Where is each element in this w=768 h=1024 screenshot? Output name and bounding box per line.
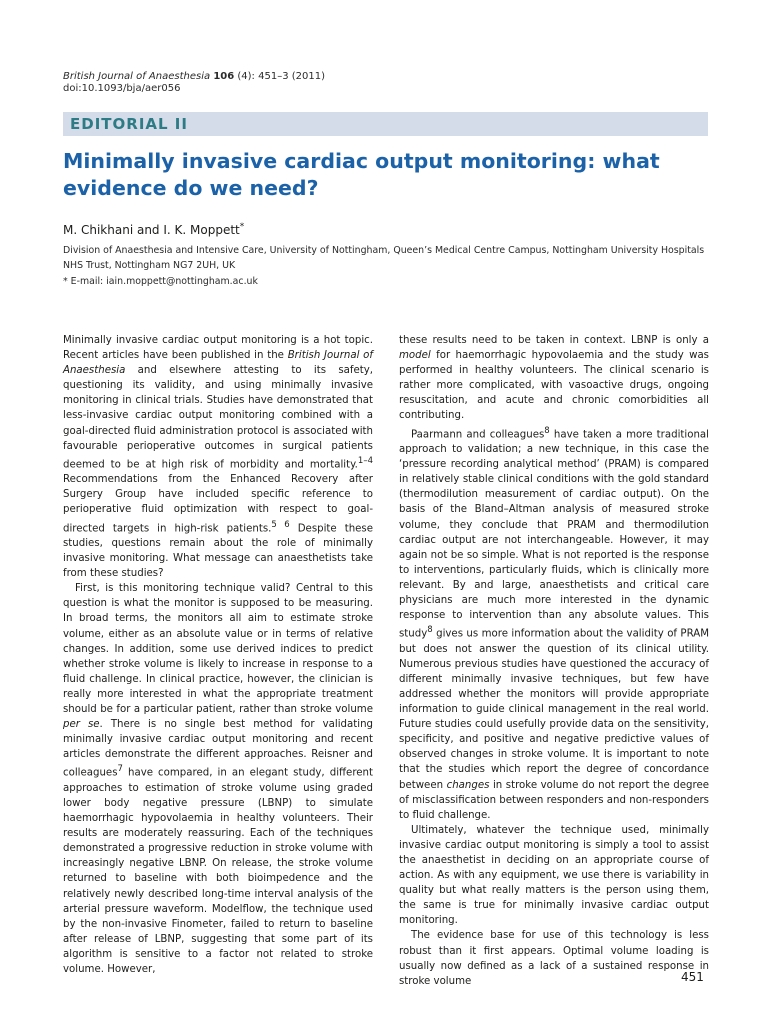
corresponding-mark: * <box>239 222 245 232</box>
paragraph: The evidence base for use of this technology is less robust than it first appears. Optimal volume loading is usually now defined as a lack of a sustained response in stroke volume <box>399 930 709 987</box>
section-label: EDITORIAL II <box>70 115 188 133</box>
authors <box>63 222 244 237</box>
journal-volume: 106 <box>213 71 235 82</box>
paragraph: Minimally invasive cardiac output monitoring is a hot topic. Recent articles have been published in the British Journal of Anaesthesia and elsewhere attesting to its safety, questioning its validity, and using minimally invasive monitoring in clinical trials. Studies have demonstrated that less-invasive cardiac output monitoring combined with a goal-directed fluid administration protocol is associated with favourable perioperative outcomes in surgical patients deemed to be at high risk of morbidity and mortality.$^{1-4}$ Recommendations from the Enhanced Recovery after Surgery Group have included specific reference to perioperative fluid optimization with respect to goal-directed targets in high-risk patients.$^{5 6}$ Despite these studies, questions remain about the role of minimally invasive monitoring. What message can anaesthetists take from these studies? <box>63 335 374 580</box>
paragraph: these results need to be taken in context. LBNP is only a model for haemorrhagic hypovolaemia and the study was performed in healthy volunteers. The clinical scenario is rather more complicated, with vasoactive drugs, ongoing resuscitation, and acute and chronic comorbidities all contributing. <box>399 335 709 422</box>
doi[interactable]: doi:10.1093/bja/aer056 <box>63 83 181 94</box>
citation-ref[interactable]: 7 <box>117 764 123 775</box>
journal-name-italic: British Journal of Anaesthesia <box>63 350 374 377</box>
citation-ref[interactable]: 5 6 <box>271 519 290 530</box>
author-names: M. Chikhani and I. K. Moppett <box>63 223 240 237</box>
journal-name: British Journal of Anaesthesia <box>63 71 211 82</box>
journal-citation <box>63 70 325 83</box>
paragraph: Ultimately, whatever the technique used, minimally invasive cardiac output monitoring is simply a tool to assist the anaesthetist in deciding on an appropriate course of action. As with any equipment, we use there is variability in quality but what really matters is the person using them, the same is true for minimally invasive cardiac output monitoring. <box>399 824 709 927</box>
affiliation: Division of Anaesthesia and Intensive Care, University of Nottingham, Queen’s Medical Centre Campus, Nottingham University Hospitals NHS Trust, Nottingham NG7 2UH, UK <box>63 245 705 271</box>
corresponding-email[interactable]: * E-mail: iain.moppett@nottingham.ac.uk <box>63 276 258 287</box>
paragraph: Paarmann and colleagues$^8$ have taken a more traditional approach to validation; a new technique, in this case the ‘pressure recording analytical method’ (PRAM) is compared in relatively stable clinical conditions with the gold standard (thermodilution measurement of cardiac output). On the basis of the Bland–Altman analysis of measured stroke volume, they conclude that PRAM and thermodilution cardiac output are not interchangeable. However, it may again not be so simple. What is not reported is the response to interventions, particularly fluids, which is clinically more relevant. By and large, anaesthetists and critical care physicians are much more interested in the dynamic response to intervention than any absolute values. This study$^8$ gives us more information about the validity of PRAM but does not answer the question of its clinical utility. Numerous previous studies have questioned the accuracy of different minimally invasive techniques, but few have addressed whether the monitors will provide appropriate information to guide clinical management in the real world. Future studies could usefully provide data on the sensitivity, specificity, and positive and negative predictive values of observed changes in stroke volume. It is important to note that the studies which report the degree of concordance between changes in stroke volume do not report the degree of misclassification between responders and non-responders to fluid challenge. <box>399 425 710 821</box>
page-number: 451 <box>681 970 704 984</box>
journal-issue-pages: (4): 451–3 (2011) <box>237 71 325 82</box>
article-title: Minimally invasive cardiac output monitoring: what evidence do we need? <box>63 149 660 200</box>
citation-ref[interactable]: 8 <box>427 625 433 636</box>
citation-ref[interactable]: 8 <box>544 425 550 436</box>
left-column <box>63 333 373 977</box>
right-column <box>399 333 709 989</box>
paragraph: First, is this monitoring technique valid? Central to this question is what the monitor is supposed to be measuring. In broad terms, the monitors all aim to estimate stroke volume, either as an absolute value or in terms of relative changes. In addition, some use derived indices to predict whether stroke volume is likely to increase in response to a fluid challenge. In clinical practice, however, the clinician is really more interested in what the appropriate treatment should be for a particular patient, rather than stroke volume per se. There is no single best method for validating minimally invasive cardiac output monitoring and recent articles demonstrate the different approaches. Reisner and colleagues$^7$ have compared, in an elegant study, different approaches to estimation of stroke volume using graded lower body negative pressure (LBNP) to simulate haemorrhagic hypovolaemia in healthy volunteers. Their results are moderately reassuring. Each of the techniques demonstrated a progressive reduction in stroke volume with increasingly negative LBNP. On release, the stroke volume returned to baseline with both bioimpedence and the relatively newly described long-time interval analysis of the arterial pressure waveform. Modelflow, the technique used by the non-invasive Finometer, failed to return to baseline after release of LBNP, suggesting that some part of its algorithm is sensitive to a factor not related to stroke volume. However, <box>63 583 373 976</box>
citation-ref[interactable]: 1–4 <box>357 455 373 466</box>
section-banner <box>63 112 708 136</box>
